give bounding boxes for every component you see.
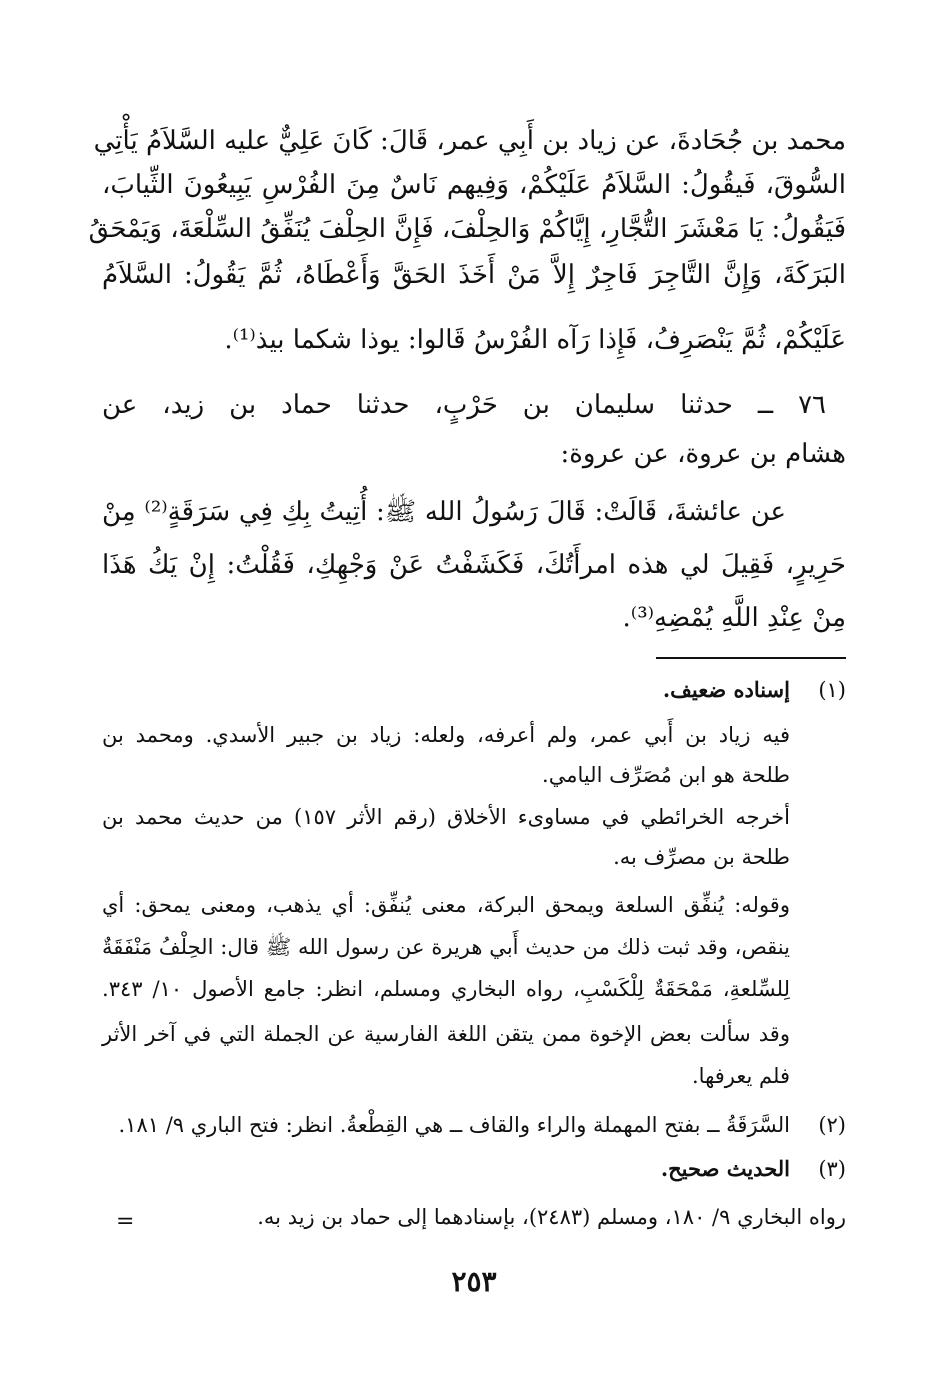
footnote-line: رواه البخاري ٩/ ١٨٠، ومسلم (٢٤٨٣)، بإسنادهما إلى حماد بن زيد به.	[257, 1205, 846, 1229]
footnote-line: السَّرَقَةُ ــ بفتح المهملة والراء والقاف ــ هي القِطْعةُ. انظر: فتح الباري ٩/ ١٨١.	[118, 1113, 790, 1137]
text-line: فَيَقُولُ: يَا مَعْشَرَ التُّجَّارِ، إِيَّاكُمْ وَالحِلْفَ، فَإِنَّ الحِلْفَ يُنَفِّقُ السِّلْعَةَ، وَيَمْحَقُ	[88, 214, 846, 244]
footnote-number: (٢)	[818, 1113, 846, 1137]
footnote-line: لِلسِّلعةِ، مَمْحَقَةٌ لِلْكَسْبِ، رواه البخاري ومسلم، انظر: جامع الأصول ١٠/ ٣٤٣.	[102, 977, 790, 1001]
continuation-mark: =	[116, 1209, 135, 1234]
text-line: السُّوقَ، فَيقُولُ: السَّلاَمُ عَلَيْكُمْ، وَفِيهم نَاسٌ مِنَ الفُرْسِ يَبِيعُونَ الثِّيابَ،	[102, 170, 846, 200]
footnote-line: طلحة بن مصرِّف به.	[613, 845, 790, 869]
footnote-line: فيه زياد بن أَبي عمر، ولم أعرفه، ولعله: زياد بن جبير الأسدي. ومحمد بن	[102, 723, 790, 747]
text-line: محمد بن جُحَادةَ، عن زياد بن أَبِي عمر، قَالَ: كَانَ عَلِيٌّ عليه السَّلاَمُ يَأْتِي	[93, 126, 846, 156]
text-line: هشام بن عروة، عن عروة:	[560, 439, 846, 469]
footnote-separator	[656, 657, 846, 659]
text-line: عن عائشةَ، قَالَتْ: قَالَ رَسُولُ الله ﷺ: أُتِيتُ بِكِ فِي سَرَقَةٍ⁽²⁾ مِنْ	[102, 497, 786, 527]
footnote-line: فلم يعرفها.	[692, 1064, 790, 1088]
footnote-line: طلحة هو ابن مُصَرِّف اليامي.	[542, 763, 790, 787]
text-line: عَلَيْكُمْ، ثُمَّ يَنْصَرِفُ، فَإِذا رَآه الفُرْسُ قَالوا: يوذا شكما بيذ⁽¹⁾.	[224, 325, 846, 355]
footnote-line: ينقص، وقد ثبت ذلك من حديث أَبي هريرة عن رسول الله ﷺ قال: الحِلْفُ مَنْفَقَةٌ	[102, 935, 790, 959]
footnote-line: أخرجه الخرائطي في مساوىء الأخلاق (رقم الأثر ١٥٧) من حديث محمد بن	[102, 805, 790, 829]
footnote-heading: الحديث صحيح.	[660, 1156, 790, 1181]
footnote-line: وقوله: يُنفِّق السلعة ويمحق البركة، معنى يُنفِّق: أي يذهب، ومعنى يمحق: أي	[102, 893, 790, 917]
page-number: ٢٥٣	[451, 1265, 497, 1298]
footnote-number: (٣)	[818, 1157, 846, 1181]
footnote-heading: إسناده ضعيف.	[662, 677, 790, 702]
text-line: البَرَكَةَ، وَإِنَّ التَّاجِرَ فَاجِرٌ إِلاَّ مَنْ أَخَذَ الحَقَّ وَأَعْطَاهُ، ثُمَّ يَقُولُ: السَّلاَمُ	[102, 260, 846, 290]
footnote-line: وقد سألت بعض الإخوة ممن يتقن اللغة الفارسية عن الجملة التي في آخر الأثر	[102, 1022, 790, 1046]
text-line: حَرِيرٍ، فَقِيلَ لي هذه امرأَتُكَ، فَكَشَفْتُ عَنْ وَجْهِكِ، فَقُلْتُ: إِنْ يَكُ هَذَا	[102, 550, 846, 580]
footnote-number: (١)	[818, 678, 846, 702]
text-line: مِنْ عِنْدِ اللَّهِ يُمْضِهِ⁽³⁾.	[622, 603, 846, 633]
text-line: ٧٦ ــ حدثنا سليمان بن حَرْبٍ، حدثنا حماد بن زيد، عن	[102, 390, 826, 420]
